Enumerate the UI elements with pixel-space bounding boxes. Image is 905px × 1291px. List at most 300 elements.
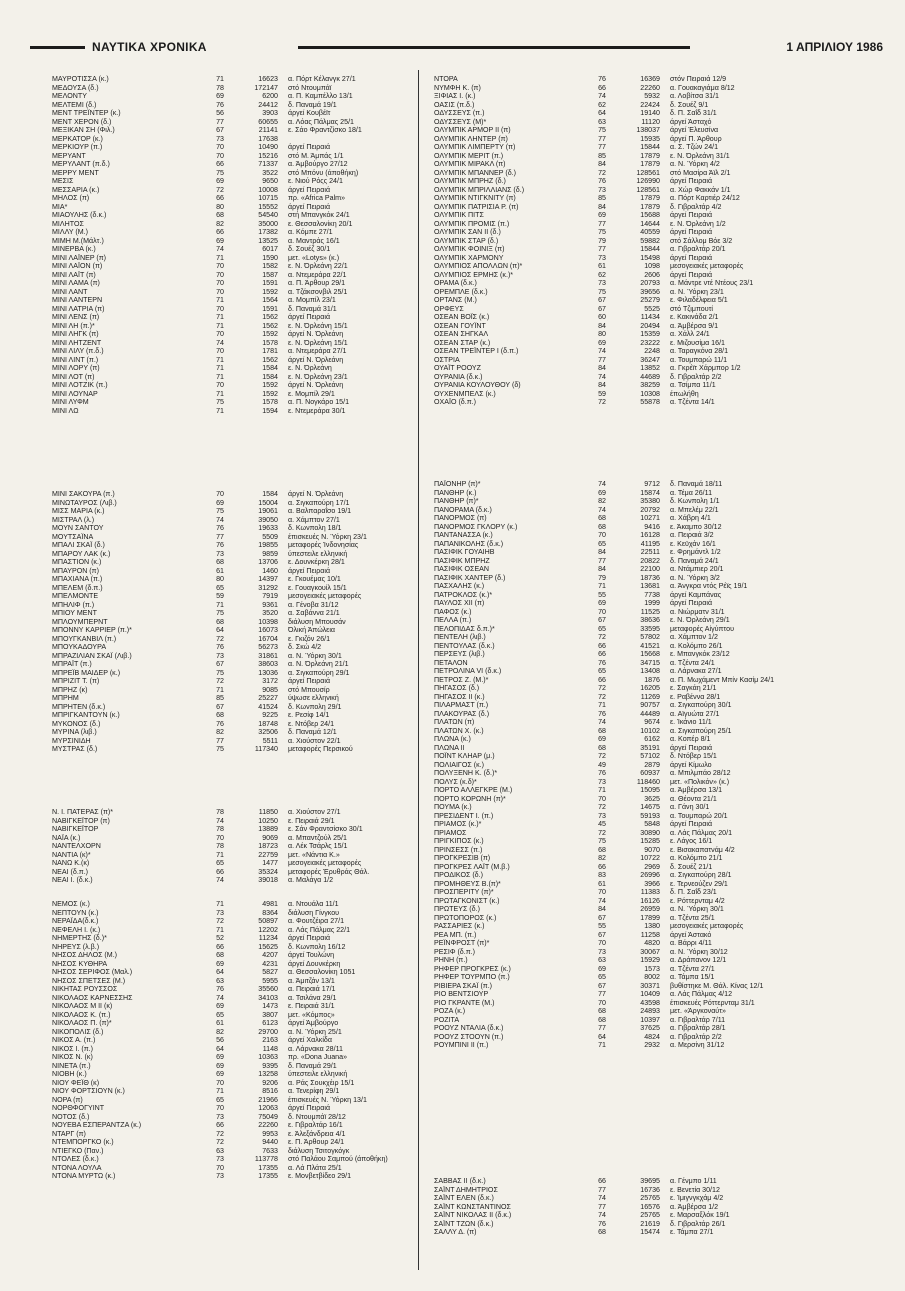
vessel-location: ε. Ν. Όρλεάνη 29/1 [670, 616, 730, 624]
vessel-location: α. Χάβρη 4/1 [670, 514, 711, 522]
vessel-row [434, 288, 824, 297]
vessel-row [434, 956, 824, 965]
vessel-row [52, 550, 442, 559]
vessel-tonnage: 21141 [258, 126, 278, 134]
vessel-location: ε. Ρεσίφ 14/1 [288, 711, 330, 719]
vessel-row [434, 863, 824, 872]
vessel-location: ε. Ν. Όρλεάνη [288, 364, 332, 372]
vessel-year: 74 [216, 816, 224, 825]
vessel-tonnage: 10397 [640, 1015, 660, 1024]
vessel-location: α. Λέκ Τσάρλς 15/1 [288, 842, 348, 850]
vessel-year: 70 [598, 888, 606, 896]
vessel-name: ΠΡΟΔΙΚΟΣ (δ.) [434, 871, 483, 879]
vessel-row [52, 296, 442, 305]
vessel-location: ε. Πειραιά 31/1 [288, 1002, 335, 1010]
vessel-year: 73 [598, 185, 606, 194]
vessel-name: ΟΣΕΑΝ ΤΡΕΪΝΤΕΡ Ι (δ.π.) [434, 347, 519, 355]
vessel-year: 73 [598, 777, 606, 786]
vessel-year: 59 [216, 592, 224, 600]
vessel-tonnage: 16623 [258, 75, 278, 83]
vessel-location: στή Μπανγκόκ 24/1 [288, 211, 350, 219]
vessel-row [52, 943, 442, 952]
vessel-year: 64 [216, 1044, 224, 1053]
vessel-year: 70 [216, 151, 224, 160]
vessel-name: ΟΣΕΑΝ ΒΟΪΣ (κ.) [434, 313, 490, 321]
vessel-year: 67 [598, 296, 606, 304]
vessel-year: 68 [598, 1015, 606, 1024]
vessel-name: ΠΑΣΙΦΙΚ ΟΣΕΑΝ [434, 565, 490, 573]
vessel-name: ΝΗΡΕΥΣ (λ.β.) [52, 942, 100, 951]
vessel-location: άργεί Πειραιά [670, 270, 713, 279]
vessel-tonnage: 50897 [258, 917, 278, 925]
vessel-row [52, 177, 442, 186]
vessel-name: ΝΗΣΟΣ ΚΥΘΗΡΑ [52, 959, 108, 968]
vessel-tonnage: 20792 [640, 505, 660, 514]
vessel-year: 70 [216, 490, 224, 498]
vessel-year: 72 [598, 398, 606, 406]
vessel-name: ΠΕΛΛΑ (π.) [434, 616, 472, 624]
vessel-year: 73 [216, 651, 224, 660]
vessel-tonnage: 60655 [258, 117, 278, 126]
vessel-year: 82 [216, 728, 224, 736]
vessel-row [434, 531, 824, 540]
vessel-tonnage: 126990 [636, 177, 660, 185]
vessel-row [434, 931, 824, 940]
vessel-row [52, 186, 442, 195]
vessel-year: 77 [598, 143, 606, 151]
vessel-name: ΡΟΥΜΠΙΝΙ ΙΙ (π.) [434, 1041, 489, 1049]
vessel-location: α. Μαντράς 16/1 [288, 236, 340, 245]
vessel-name: ΠΑΝΤΑΝΑΣΣΑ (κ.) [434, 531, 493, 539]
vessel-name: ΜΕΡΡΥ ΜΕΝΤ [52, 168, 99, 177]
vessel-location: α. Ν. Ύόρκη 25/1 [288, 1027, 342, 1036]
vessel-year: 67 [598, 616, 606, 624]
vessel-year: 70 [598, 531, 606, 539]
vessel-location: δ. Γιβραλτάρ 2/2 [670, 372, 722, 381]
vessel-row [434, 356, 824, 365]
vessel-row [52, 1028, 442, 1037]
vessel-name: ΠΡΩΤΕΥΣ (δ.) [434, 905, 480, 913]
vessel-row [434, 1177, 824, 1186]
vessel-name: ΟΛΥΜΠΙΟΣ ΕΡΜΗΣ (κ.)* [434, 270, 514, 279]
vessel-year: 66 [216, 194, 224, 202]
vessel-row [52, 926, 442, 935]
vessel-location: ε. Π. Άρθουρ 24/1 [288, 1138, 345, 1146]
vessel-row [434, 364, 824, 373]
vessel-tonnage: 13706 [258, 558, 278, 566]
vessel-row [434, 616, 824, 625]
vessel-tonnage: 4824 [644, 1032, 660, 1041]
vessel-year: 71 [598, 1041, 606, 1049]
vessel-year: 74 [216, 245, 224, 253]
vessel-name: ΜΥΡΣΙΝΙΔΗ [52, 736, 91, 745]
vessel-location: α. Κολόμπο 21/1 [670, 854, 723, 862]
vessel-location: ε. Ν. Όρλεάνη 15/1 [288, 338, 348, 347]
vessel-row [434, 92, 824, 101]
vessel-tonnage: 11258 [640, 930, 660, 939]
vessel-name: ΝΑΒΙΓΚΕΪΤΟΡ [52, 825, 99, 833]
vessel-year: 64 [216, 968, 224, 976]
vessel-row [52, 1036, 442, 1045]
vessel-row [434, 803, 824, 812]
vessel-tonnage: 44689 [640, 372, 660, 381]
vessel-tonnage: 20793 [640, 279, 660, 287]
vessel-row [434, 489, 824, 498]
vessel-row [434, 650, 824, 659]
vessel-tonnage: 11525 [640, 607, 660, 616]
vessel-year: 63 [216, 976, 224, 985]
vessel-row [434, 347, 824, 356]
vessel-year: 68 [598, 726, 606, 735]
vessel-tonnage: 3903 [262, 109, 278, 117]
vessel-location: ε. Άλεξάνδρεια 4/1 [288, 1129, 346, 1138]
vessel-row [52, 75, 442, 84]
vessel-year: 72 [216, 1138, 224, 1146]
vessel-tonnage: 11269 [640, 692, 660, 701]
vessel-location: άργεί Δουνκέρκη [288, 959, 341, 968]
vessel-location: άργεί Ν. Όρλεάνη [288, 330, 344, 338]
vessel-tonnage: 15552 [258, 202, 278, 211]
vessel-year: 71 [216, 75, 224, 83]
vessel-year: 79 [598, 573, 606, 582]
vessel-row [52, 985, 442, 994]
vessel-tonnage: 57102 [640, 752, 660, 760]
vessel-row [434, 718, 824, 727]
vessel-tonnage: 9953 [262, 1129, 278, 1138]
vessel-name: ΜΕΡΚΑΤΟΡ (κ.) [52, 134, 103, 143]
vessel-row [434, 254, 824, 263]
vessel-row [434, 160, 824, 169]
vessel-row [52, 228, 442, 237]
vessel-year: 74 [216, 993, 224, 1002]
vessel-tonnage: 21966 [258, 1095, 278, 1104]
vessel-location: α. Τσιλάνα 29/1 [288, 993, 337, 1002]
vessel-year: 70 [598, 607, 606, 616]
vessel-location: ύπεστειλε ελληνική [288, 549, 348, 558]
vessel-location: μεσογειακές μεταφορές [288, 859, 362, 867]
vessel-name: ΟΛΥΜΠΙΚ ΜΠΑΝΝΕΡ (δ.) [434, 168, 516, 177]
vessel-tonnage: 4981 [262, 900, 278, 908]
vessel-year: 68 [216, 711, 224, 719]
vessel-name: ΣΑΪΝΤ ΕΛΕΝ (δ.κ.) [434, 1194, 494, 1202]
vessel-tonnage: 2932 [644, 1041, 660, 1049]
vessel-tonnage: 15844 [640, 245, 660, 253]
vessel-year: 70 [216, 1078, 224, 1087]
vessel-name: ΠΑΦΟΣ (κ.) [434, 607, 472, 616]
vessel-row [434, 514, 824, 523]
vessel-year: 55 [598, 590, 606, 599]
vessel-location: βυθίστηκε Μ. Θάλ. Κίνας 12/1 [670, 981, 764, 990]
vessel-location: α. Άμβούργο 27/12 [288, 160, 348, 168]
vessel-tonnage: 25227 [258, 694, 278, 702]
vessel-location: άργεί Πειραιά [288, 1104, 331, 1112]
vessel-name: ΝΟΡΘΦΟΓΥΙΝΤ [52, 1104, 105, 1112]
vessel-year: 66 [216, 1121, 224, 1129]
vessel-tonnage: 16704 [258, 634, 278, 643]
vessel-tonnage: 1592 [262, 381, 278, 389]
vessel-tonnage: 40559 [640, 228, 660, 236]
vessel-name: ΝΙΚΟΛΑΟΣ Π. (π)* [52, 1019, 112, 1027]
vessel-tonnage: 59193 [640, 811, 660, 820]
vessel-tonnage: 15688 [640, 211, 660, 219]
vessel-name: ΜΠΑΡΟΥ ΛΑΚ (κ.) [52, 549, 111, 558]
vessel-year: 65 [598, 539, 606, 548]
vessel-year: 70 [216, 330, 224, 338]
vessel-location: δ. Ντόβερ 15/1 [670, 752, 717, 760]
vessel-name: ΟΣΤΡΙΑ [434, 355, 460, 364]
vessel-tonnage: 30890 [640, 828, 660, 837]
vessel-row [434, 582, 824, 591]
vessel-tonnage: 15004 [258, 498, 278, 507]
vessel-location: άργεί Άσταχό [670, 117, 712, 126]
vessel-row [52, 951, 442, 960]
vessel-tonnage: 22260 [640, 83, 660, 92]
vessel-tonnage: 1573 [644, 964, 660, 973]
vessel-row [52, 1164, 442, 1173]
vessel-location: άργεί Πειραιά [288, 202, 331, 211]
vessel-year: 80 [216, 202, 224, 211]
vessel-name: ΜΕΝΤ ΧΕΡΟΝ (δ.) [52, 117, 112, 126]
vessel-name: ΝΟΥΕΒΑ ΕΣΠΕΡΑΝΤΖΑ (κ.) [52, 1121, 142, 1129]
vessel-year: 64 [598, 109, 606, 117]
vessel-tonnage: 41195 [640, 539, 660, 548]
vessel-tonnage: 9085 [262, 685, 278, 694]
vessel-list-right-1 [434, 75, 824, 407]
vessel-tonnage: 3966 [644, 879, 660, 888]
vessel-name: ΜΙΣΤΡΑΛ (λ.) [52, 515, 95, 524]
vessel-location: μεσογειακές μεταφορές [288, 592, 362, 600]
vessel-location: α. Ντουάλα 11/1 [288, 900, 339, 908]
vessel-location: έπισκευές Ν. Ύόρκη 13/1 [288, 1095, 367, 1104]
vessel-year: 68 [216, 211, 224, 219]
vessel-year: 74 [598, 347, 606, 355]
vessel-tonnage: 15874 [640, 488, 660, 497]
vessel-row [434, 880, 824, 889]
vessel-row [434, 143, 824, 152]
vessel-row [434, 118, 824, 127]
vessel-location: α. Τουμπαρώ 11/1 [670, 355, 728, 364]
vessel-row [52, 808, 442, 817]
vessel-row [52, 842, 442, 851]
vessel-year: 85 [598, 194, 606, 202]
vessel-row [434, 177, 824, 186]
vessel-year: 66 [216, 160, 224, 168]
vessel-row [434, 211, 824, 220]
vessel-tonnage: 21619 [640, 1219, 660, 1228]
vessel-location: α. Άμιτζάν 13/1 [288, 976, 335, 985]
vessel-name: ΝΑΝΤΕΛΧΟΡΝ [52, 842, 101, 850]
vessel-year: 69 [216, 959, 224, 968]
vessel-name: ΠΑΝΟΡΜΟΣ (π) [434, 514, 487, 522]
vessel-name: ΜΙΝΙ ΛΕΝΣ (π) [52, 313, 100, 321]
vessel-year: 76 [216, 985, 224, 993]
vessel-row [52, 101, 442, 110]
vessel-name: ΜΠΛΟΥΜΠΕΡΝΤ [52, 617, 108, 626]
vessel-year: 75 [216, 507, 224, 515]
vessel-location: α. Γουακαγιάμα 8/12 [670, 83, 735, 92]
vessel-year: 75 [598, 126, 606, 134]
vessel-name: ΜΕΛΟΝΤΥ [52, 92, 87, 100]
vessel-name: ΠΡΕΣΙΔΕΝΤ Ι. (π.) [434, 811, 494, 820]
vessel-year: 76 [216, 643, 224, 651]
vessel-location: διάλυση Τσιτογκόγκ [288, 1146, 350, 1155]
vessel-location: ε. Κακινάδα 2/1 [670, 313, 719, 321]
vessel-name: ΜΙΝΙ ΛΩ [52, 406, 79, 415]
vessel-name: ΝΙΝΕΤΑ (π.) [52, 1061, 91, 1070]
vessel-location: πρ. «Africa Palm» [288, 194, 346, 202]
vessel-location: α. Σιγκαπούρη 30/1 [670, 701, 732, 709]
vessel-location: Όλική Άπώλεια [288, 626, 336, 634]
vessel-year: 69 [598, 735, 606, 743]
vessel-tonnage: 13408 [640, 667, 660, 675]
vessel-year: 68 [598, 743, 606, 752]
vessel-year: 70 [216, 143, 224, 151]
vessel-year: 63 [598, 956, 606, 964]
vessel-location: α. Σ. Τζών 24/1 [670, 143, 719, 151]
vessel-name: ΜΙΝΙ ΛΑΪΟΝ (π) [52, 262, 103, 270]
vessel-location: α. Κόμπε 27/1 [288, 228, 333, 236]
vessel-tonnage: 1592 [262, 389, 278, 398]
vessel-year: 68 [598, 845, 606, 854]
vessel-name: ΟΛΥΜΠΙΚ ΣΑΝ ΙΙ (δ.) [434, 228, 501, 236]
vessel-name: ΟΛΥΜΠΙΚ ΠΙΤΣ [434, 211, 484, 219]
vessel-row [434, 109, 824, 118]
vessel-tonnage: 1562 [262, 313, 278, 321]
vessel-year: 72 [216, 1129, 224, 1138]
vessel-tonnage: 39656 [640, 287, 660, 296]
vessel-name: ΞΙΦΙΑΣ Ι. (κ.) [434, 92, 476, 100]
vessel-name: ΜΑΥΡΟΤΙΣΣΑ (κ.) [52, 75, 109, 83]
vessel-location: α. Σαβάννα 21/1 [288, 609, 340, 617]
vessel-tonnage: 1781 [262, 347, 278, 355]
vessel-tonnage: 17879 [640, 202, 660, 211]
vessel-row [434, 557, 824, 566]
vessel-tonnage: 38636 [640, 616, 660, 624]
vessel-tonnage: 39018 [258, 876, 278, 884]
vessel-location: α. Ν. Ύόρκη 30/12 [670, 947, 728, 956]
vessel-name: ΝΕΦΕΛΗ Ι. (κ.) [52, 925, 101, 934]
vessel-location: διάλυση Μπουσάν [288, 617, 346, 626]
vessel-year: 65 [216, 583, 224, 592]
vessel-year: 65 [598, 667, 606, 675]
vessel-location: άργεί Άμβούργο [288, 1019, 339, 1027]
vessel-location: μετ. «Lotys» (κ.) [288, 253, 340, 262]
vessel-location: α. Σιγκαπούρη 28/1 [670, 871, 732, 879]
vessel-year: 76 [216, 719, 224, 728]
vessel-year: 69 [598, 338, 606, 347]
vessel-year: 68 [216, 558, 224, 566]
vessel-tonnage: 31861 [258, 651, 278, 660]
vessel-name: ΠΑΪΟΝΗΡ (π)* [434, 480, 481, 488]
vessel-tonnage: 22511 [640, 548, 660, 556]
vessel-tonnage: 4207 [262, 951, 278, 959]
vessel-name: ΝΑΝΩ Κ.(κ) [52, 859, 90, 867]
vessel-year: 70 [216, 347, 224, 355]
vessel-row [52, 694, 442, 703]
vessel-row [52, 211, 442, 220]
vessel-row [434, 262, 824, 271]
vessel-name: ΝΕΡΑΪΔΑ(δ.κ.) [52, 917, 99, 925]
vessel-row [52, 1113, 442, 1122]
vessel-row [434, 322, 824, 331]
vessel-year: 61 [598, 879, 606, 888]
vessel-name: ΣΑΪΝΤ ΝΙΚΟΛΑΣ ΙΙ (δ.κ.) [434, 1211, 512, 1219]
vessel-row [434, 761, 824, 770]
vessel-row [52, 977, 442, 986]
vessel-location: έπισκευές Ρόττερνταμ 31/1 [670, 998, 755, 1007]
vessel-location: α. Τσίμπα 11/1 [670, 381, 716, 389]
vessel-name: ΠΕΝΤΕΛΗ (λιβ.) [434, 633, 486, 641]
vessel-location: δ. Ντουμπάϊ 28/12 [288, 1112, 346, 1121]
vessel-location: α. Κολόμπο 26/1 [670, 641, 723, 650]
vessel-year: 78 [216, 808, 224, 816]
vessel-year: 74 [598, 480, 606, 488]
vessel-name: ΜΠΑΥΡΟΝ (π) [52, 566, 99, 575]
vessel-tonnage: 172147 [254, 83, 278, 92]
vessel-location: δ. Γιβραλτάρ 4/2 [670, 202, 722, 211]
vessel-year: 77 [598, 990, 606, 998]
vessel-year: 72 [598, 692, 606, 701]
vessel-tonnage: 2163 [262, 1036, 278, 1044]
vessel-location: α. Αϊγυώτα 27/1 [670, 709, 720, 718]
vessel-row [52, 118, 442, 127]
vessel-tonnage: 10398 [258, 617, 278, 626]
vessel-year: 55 [598, 922, 606, 930]
vessel-location: α. Π. Μωχάμεντ Μπίν Κασίμ 24/1 [670, 675, 775, 684]
vessel-tonnage: 1473 [262, 1002, 278, 1010]
vessel-row [52, 660, 442, 669]
vessel-name: ΠΟΛΙΑΙΓΟΣ (κ.) [434, 760, 484, 769]
vessel-tonnage: 26996 [640, 871, 660, 879]
vessel-tonnage: 37625 [640, 1024, 660, 1032]
vessel-row [434, 752, 824, 761]
vessel-name: ΝΕΑΙ Ι. (δ.κ.) [52, 876, 93, 884]
vessel-row [434, 237, 824, 246]
vessel-year: 77 [598, 556, 606, 565]
vessel-name: ΜΠΕΛΕΜ (δ.π.) [52, 583, 103, 592]
vessel-location: δ. Παναμά 19/1 [288, 100, 337, 109]
vessel-year: 70 [216, 287, 224, 296]
vessel-row [434, 169, 824, 178]
vessel-tonnage: 17879 [640, 160, 660, 168]
vessel-tonnage: 1578 [262, 398, 278, 406]
vessel-name: ΜΙΝΙ ΛΑΜΑ (π) [52, 279, 100, 287]
vessel-location: α. Βάρρι 4/11 [670, 939, 712, 947]
vessel-year: 62 [598, 100, 606, 109]
vessel-name: ΜΟΥΤΣΑΪΝΑ [52, 532, 94, 541]
vessel-name: ΝΕΜΟΣ (κ.) [52, 900, 90, 908]
vessel-row [52, 737, 442, 746]
vessel-location: ε. Τερνεούζεν 29/1 [670, 879, 728, 888]
vessel-tonnage: 18748 [258, 719, 278, 728]
vessel-year: 71 [216, 1087, 224, 1095]
vessel-year: 77 [216, 532, 224, 541]
vessel-row [434, 837, 824, 846]
vessel-tonnage: 15935 [640, 134, 660, 143]
vessel-tonnage: 41521 [640, 641, 660, 650]
vessel-tonnage: 2606 [644, 270, 660, 279]
vessel-name: ΠΟΥΜΑ (κ.) [434, 803, 472, 811]
vessel-tonnage: 26959 [640, 905, 660, 913]
vessel-tonnage: 15844 [640, 143, 660, 151]
vessel-name: ΟΛΥΜΠΙΚ ΠΡΟΜΙΣ (π.) [434, 219, 510, 228]
vessel-year: 67 [598, 981, 606, 990]
vessel-tonnage: 5525 [644, 304, 660, 313]
vessel-year: 69 [216, 1070, 224, 1078]
vessel-tonnage: 17638 [258, 134, 278, 143]
vessel-tonnage: 9395 [262, 1061, 278, 1070]
vessel-name: ΜΙΝΙ ΣΑΚΟΥΡΑ (π.) [52, 490, 115, 498]
